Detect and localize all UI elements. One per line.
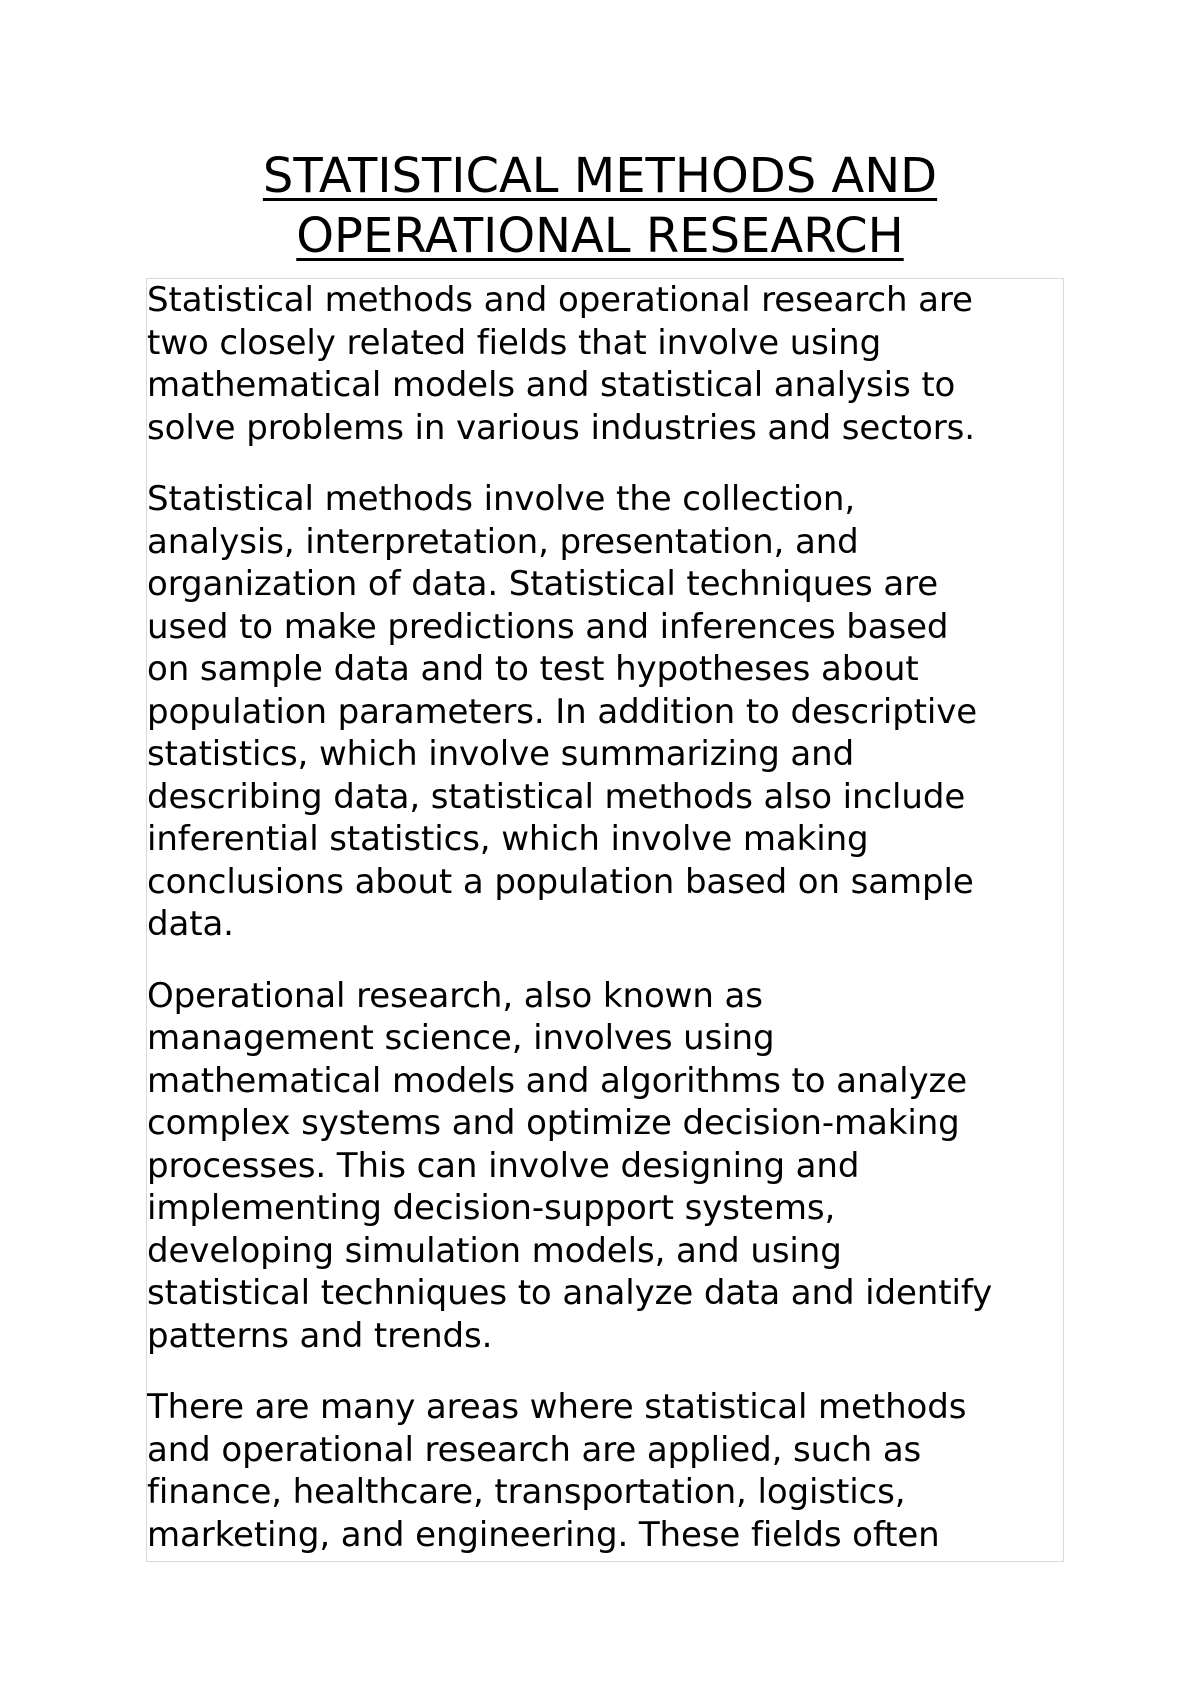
paragraph-intro: Statistical methods and operational research are two closely related fields that involve using mathematical models and statistical analysis to solve problems in various industries and sectors. (147, 280, 975, 448)
page-title-line-1: STATISTICAL METHODS AND (262, 148, 938, 204)
body-text-box (146, 278, 1064, 1562)
paragraph-statistical-methods: Statistical methods involve the collection, analysis, interpretation, presentation, and organization of data. Statistical techniques are used to make predictions and inferences based on sample data and to test hypotheses about population parameters. In addition to descriptive statistics, which involve summarizing and describing data, statistical methods also include inferential statistics, which involve making conclusions about a population based on sample data. (147, 479, 978, 944)
page-title-line-2: OPERATIONAL RESEARCH (296, 208, 904, 264)
paragraph-applications: There are many areas where statistical methods and operational research are applied, such as finance, healthcare, transportation, logistics, marketing, and engineering. These fields often (147, 1387, 967, 1555)
paragraph-operational-research: Operational research, also known as management science, involves using mathematical models and algorithms to analyze complex systems and optimize decision-making processes. This can involve designing and implementing decision-support systems, developing simulation models, and using statistical techniques to analyze data and identify patterns and trends. (147, 975, 993, 1356)
page-title (150, 146, 1050, 266)
